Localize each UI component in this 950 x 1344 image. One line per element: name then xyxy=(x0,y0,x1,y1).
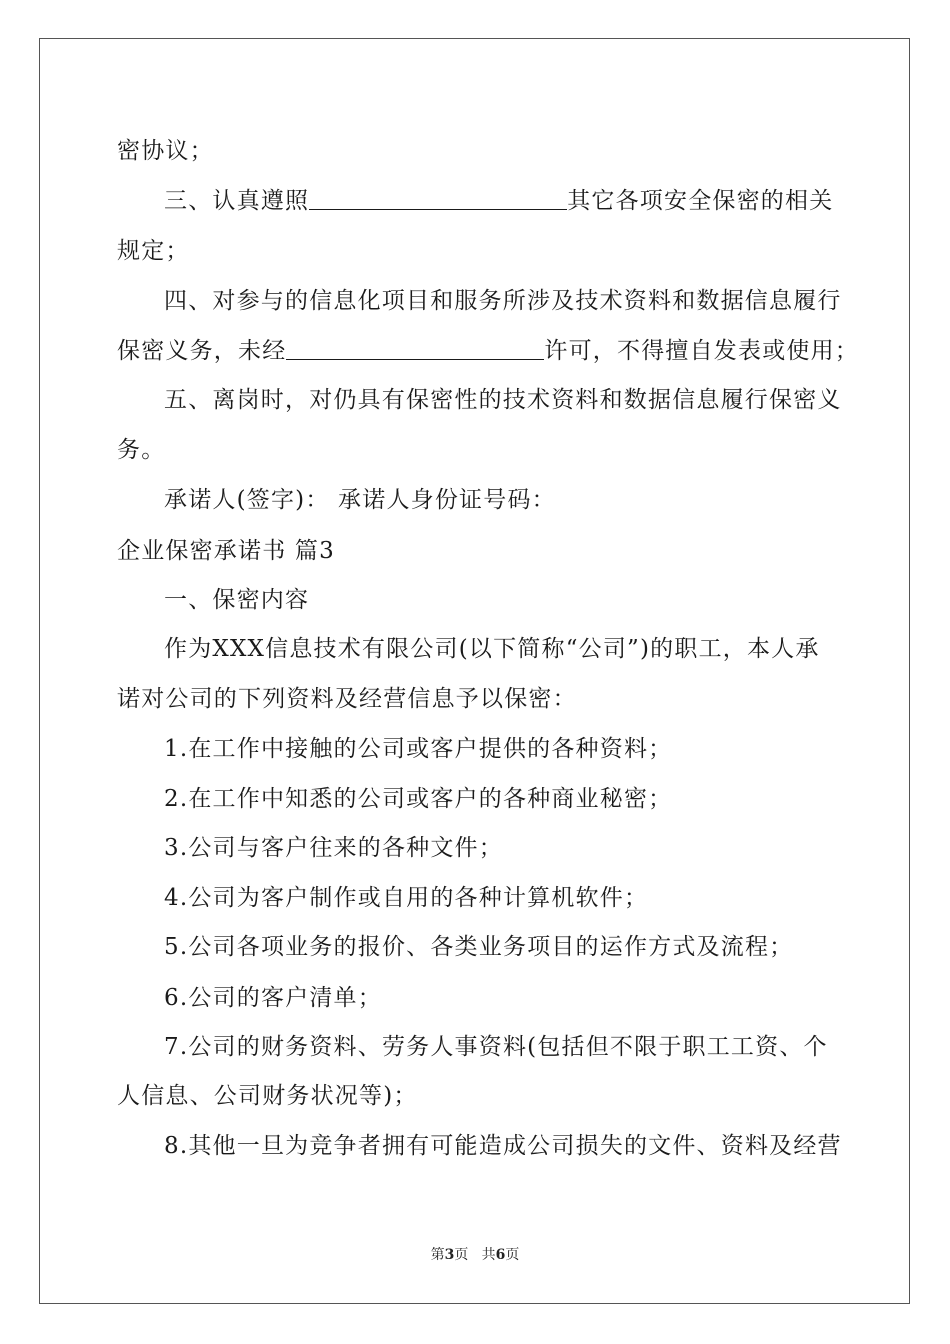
text-line-with-blank xyxy=(164,186,833,216)
fill-in-blank xyxy=(309,187,567,210)
list-item: 2.在工作中知悉的公司或客户的各种商业秘密； xyxy=(164,786,673,812)
list-item: 3.公司与客户往来的各种文件； xyxy=(164,835,503,861)
text-line: 四、对参与的信息化项目和服务所涉及技术资料和数据信息履行 xyxy=(164,288,842,314)
page-number-footer xyxy=(0,1246,950,1264)
text-line: 务。 xyxy=(117,437,166,463)
text-segment: 许可，不得擅自发表或使用； xyxy=(544,338,860,364)
list-item: 7.公司的财务资料、劳务人事资料(包括但不限于职工工资、个 xyxy=(164,1034,828,1060)
total-page-count: 6 xyxy=(495,1247,506,1263)
list-item: 1.在工作中接触的公司或客户提供的各种资料； xyxy=(164,736,673,762)
text-line: 规定； xyxy=(117,238,190,264)
list-item: 8.其他一旦为竞争者拥有可能造成公司损失的文件、资料及经营 xyxy=(164,1133,842,1159)
footer-text: 第 xyxy=(430,1247,445,1263)
current-page-number: 3 xyxy=(444,1247,455,1263)
footer-text: 页 xyxy=(505,1247,520,1263)
section-heading: 企业保密承诺书 篇3 xyxy=(117,538,335,564)
text-line: 五、离岗时，对仍具有保密性的技术资料和数据信息履行保密义 xyxy=(164,387,842,413)
text-line: 密协议； xyxy=(117,138,214,164)
signature-line: 承诺人(签字)： 承诺人身份证号码： xyxy=(164,487,556,513)
list-item: 5.公司各项业务的报价、各类业务项目的运作方式及流程； xyxy=(164,934,794,960)
text-line: 人信息、公司财务状况等)； xyxy=(117,1083,418,1109)
list-item: 6.公司的客户清单； xyxy=(164,985,382,1011)
fill-in-blank xyxy=(286,337,544,360)
subsection-heading: 一、保密内容 xyxy=(164,587,310,613)
footer-text: 页 共 xyxy=(454,1247,496,1263)
text-segment: 其它各项安全保密的相关 xyxy=(567,188,834,214)
text-segment: 三、认真遵照 xyxy=(164,188,310,214)
text-line-with-blank xyxy=(117,336,859,366)
text-segment: 保密义务，未经 xyxy=(117,338,287,364)
text-line: 作为XXX信息技术有限公司(以下简称“公司”)的职工，本人承 xyxy=(164,636,820,662)
list-item: 4.公司为客户制作或自用的各种计算机软件； xyxy=(164,885,649,911)
page-border xyxy=(39,38,910,1304)
text-line: 诺对公司的下列资料及经营信息予以保密： xyxy=(117,686,577,712)
